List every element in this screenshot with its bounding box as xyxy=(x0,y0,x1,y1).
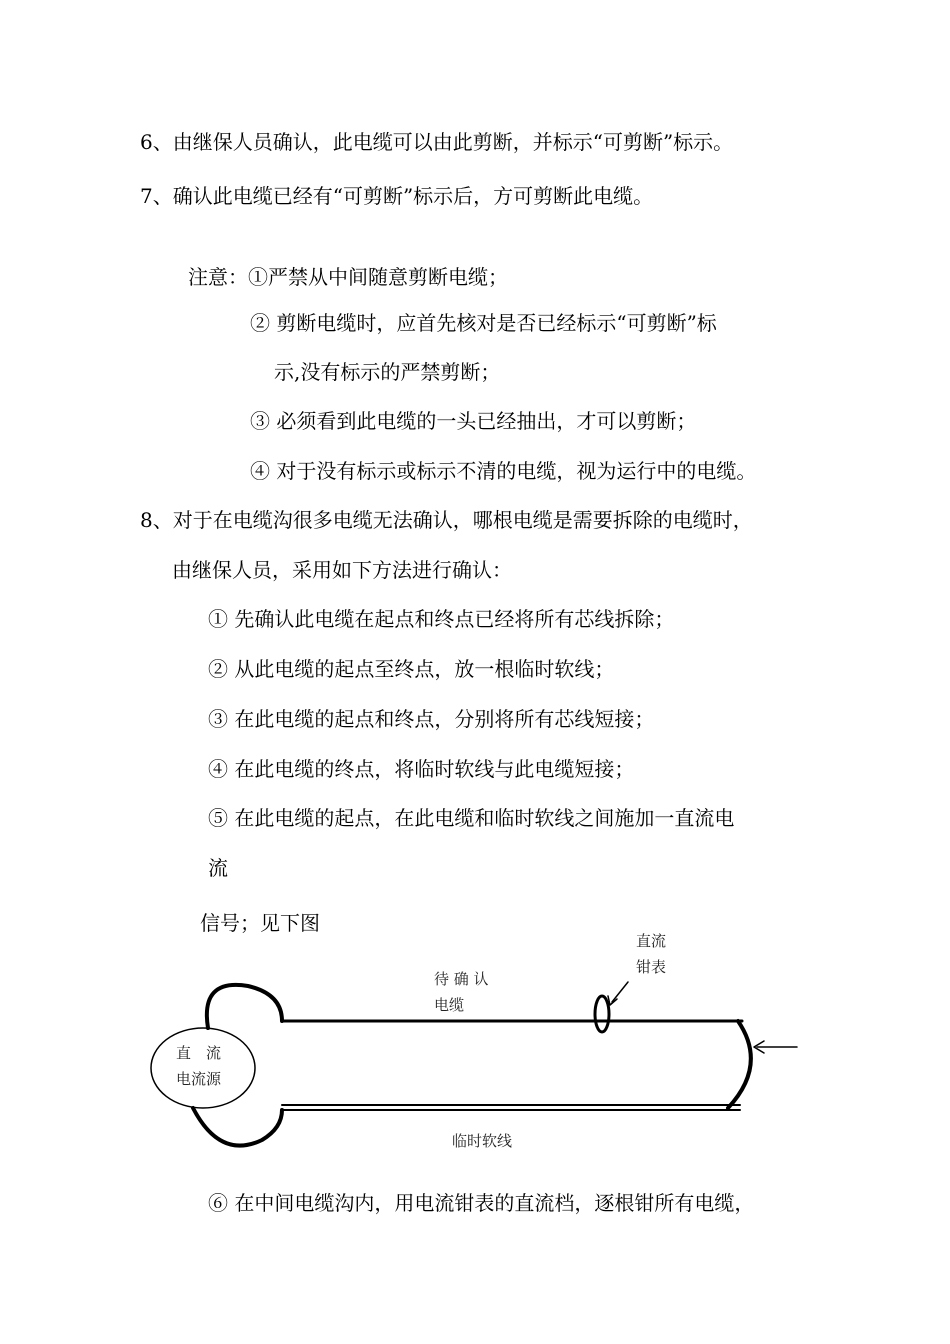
note-2-line2: 示,没有标示的严禁剪断； xyxy=(274,360,501,384)
clamp-meter-label-2: 钳表 xyxy=(636,958,667,976)
item-8-step5-line1: ⑤ 在此电缆的起点，在此电缆和临时软线之间施加一直流电 xyxy=(208,806,735,830)
item-7: 7、确认此电缆已经有“可剪断”标示后，方可剪断此电缆。 xyxy=(140,184,654,208)
source-bottom-lead xyxy=(193,1108,282,1146)
item-8-step4: ④ 在此电缆的终点，将临时软线与此电缆短接； xyxy=(208,757,635,781)
note-4: ④ 对于没有标示或标示不清的电缆，视为运行中的电缆。 xyxy=(250,459,757,483)
dc-source-label-2: 电流源 xyxy=(176,1070,222,1088)
item-8-step3: ③ 在此电缆的起点和终点，分别将所有芯线短接； xyxy=(208,707,655,731)
note-2-line1: ② 剪断电缆时，应首先核对是否已经标示“可剪断”标 xyxy=(250,311,717,335)
cable-label-1: 待 确 认 xyxy=(434,970,489,988)
item-8-step2: ② 从此电缆的起点至终点，放一根临时软线； xyxy=(208,657,615,681)
dc-source-circle xyxy=(151,1028,255,1108)
item-6: 6、由继保人员确认，此电缆可以由此剪断，并标示“可剪断”标示。 xyxy=(140,130,734,154)
item-8-step5-line3: 信号；见下图 xyxy=(200,911,320,935)
dc-source-label-1: 直 流 xyxy=(176,1044,222,1062)
note-3: ③ 必须看到此电缆的一头已经抽出，才可以剪断； xyxy=(250,409,697,433)
item-8-step5-line2: 流 xyxy=(208,856,228,880)
clamp-arrow-line xyxy=(612,982,628,1002)
item-8-line2: 由继保人员，采用如下方法进行确认： xyxy=(172,558,512,582)
clamp-meter-label-1: 直流 xyxy=(636,932,667,950)
clamp-meter-ring xyxy=(595,996,609,1032)
end-short-connection xyxy=(728,1021,751,1108)
note-1: 注意：①严禁从中间随意剪断电缆； xyxy=(188,265,508,289)
cable-label-2: 电缆 xyxy=(434,996,465,1014)
item-8-line1: 8、对于在电缆沟很多电缆无法确认，哪根电缆是需要拆除的电缆时， xyxy=(140,508,753,532)
temp-wire-label: 临时软线 xyxy=(452,1132,513,1150)
item-8-step1: ① 先确认此电缆在起点和终点已经将所有芯线拆除； xyxy=(208,607,675,631)
source-top-lead xyxy=(207,985,282,1028)
item-8-step6: ⑥ 在中间电缆沟内，用电流钳表的直流档，逐根钳所有电缆， xyxy=(208,1191,755,1215)
